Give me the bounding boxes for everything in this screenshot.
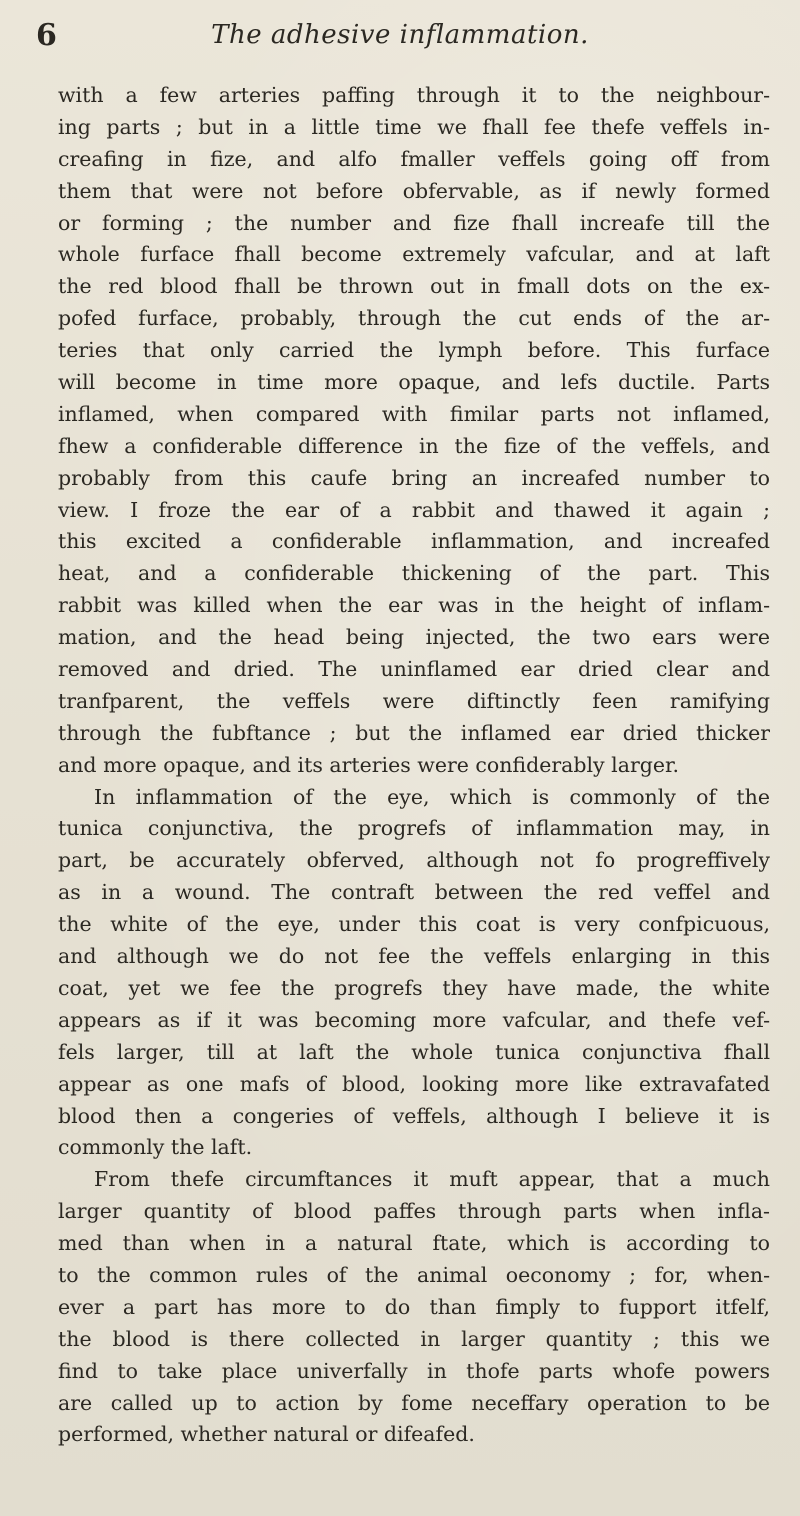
text-line: to the common rules of the animal oeconomy ; for, when- [58,1262,770,1287]
page-header [30,14,770,64]
text-line: part, be accurately obferved, although not fo progreffively [58,848,770,873]
text-line: performed, whether natural or difeafed. [58,1422,475,1447]
text-line: through the fubftance ; but the inflamed ear dried thicker [58,720,770,745]
text-line: fels larger, till at laft the whole tunica conjunctiva fhall [58,1039,770,1064]
text-line: blood then a congeries of veffels, although I believe it is [58,1103,770,1128]
text-line: From thefe circumftances it muft appear, that a much [94,1167,770,1192]
text-line: with a few arteries paffing through it to the neighbour- [58,83,770,107]
text-line: tunica conjunctiva, the progrefs of inflammation may, in [58,816,770,841]
running-title: The adhesive inflammation. [211,20,589,50]
text-line: view. I froze the ear of a rabbit and thawed it again ; [58,497,770,522]
text-line: coat, yet we fee the progrefs they have made, the white [58,975,770,1000]
text-line: will become in time more opaque, and lefs ductile. Parts [58,370,770,395]
text-line: fhew a confiderable difference in the fize of the veffels, and [58,433,770,458]
text-line: larger quantity of blood paffes through parts when infla- [58,1199,770,1224]
text-line: the white of the eye, under this coat is very confpicuous, [58,912,770,937]
text-line: are called up to action by fome neceffary operation to be [58,1390,770,1415]
text-line: pofed furface, probably, through the cut ends of the ar- [58,306,770,331]
text-line: this excited a confiderable inflammation, and increafed [58,529,770,554]
text-line: probably from this caufe bring an increafed number to [58,465,770,490]
text-line: find to take place univerfally in thofe parts whofe powers [58,1358,770,1383]
text-line: In inflammation of the eye, which is commonly of the [94,784,770,809]
body-text [58,80,770,1451]
text-line: as in a wound. The contraft between the red veffel and [58,880,770,905]
text-line: mation, and the head being injected, the two ears were [58,625,770,650]
text-line: and although we do not fee the veffels enlarging in this [58,944,770,969]
text-line: teries that only carried the lymph before. This furface [58,338,770,363]
text-line: ever a part has more to do than fimply to fupport itfelf, [58,1294,770,1319]
text-line: heat, and a confiderable thickening of the part. This [58,561,770,586]
text-line: ing parts ; but in a little time we fhall fee thefe veffels in- [58,114,770,139]
text-line: them that were not before obfervable, as if newly formed [58,178,770,203]
text-line: the red blood fhall be thrown out in fmall dots on the ex- [58,274,770,299]
text-line: and more opaque, and its arteries were confiderably larger. [58,752,680,777]
text-line: rabbit was killed when the ear was in the height of inflam- [58,593,770,618]
text-line: appear as one mafs of blood, looking more like extravafated [58,1071,770,1096]
text-line: inflamed, when compared with fimilar parts not inflamed, [58,401,770,426]
text-line: creafing in fize, and alfo fmaller veffels going off from [58,146,770,171]
text-line: appears as if it was becoming more vafcular, and thefe vef- [58,1007,770,1032]
text-line: whole furface fhall become extremely vafcular, and at laft [58,242,770,267]
text-line: commonly the laft. [58,1135,253,1160]
text-line: or forming ; the number and fize fhall increafe till the [58,210,770,235]
page-number: 6 [36,18,57,53]
text-line: the blood is there collected in larger quantity ; this we [58,1326,770,1351]
text-line: med than when in a natural ftate, which is according to [58,1231,770,1256]
text-line: tranfparent, the veffels were diftinctly feen ramifying [58,688,770,713]
text-line: removed and dried. The uninflamed ear dried clear and [58,657,770,682]
